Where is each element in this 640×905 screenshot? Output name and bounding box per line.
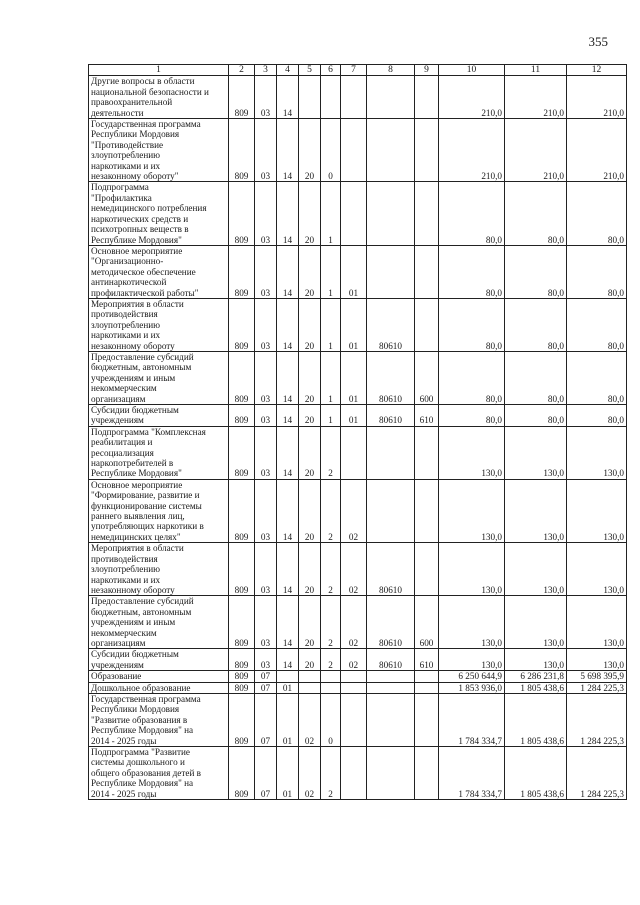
table-cell bbox=[367, 426, 415, 479]
row-name-cell: Государственная программа Республики Мордовия "Противодействие злоупотреблению наркотиками и их незаконному обороту" bbox=[89, 119, 229, 182]
table-cell: 0 bbox=[321, 693, 341, 746]
table-cell: 809 bbox=[229, 245, 255, 298]
table-cell: 20 bbox=[299, 649, 321, 671]
row-name-cell: Основное мероприятие "Организационно- методическое обеспечение антинаркотической профилактической работы" bbox=[89, 245, 229, 298]
table-cell: 809 bbox=[229, 298, 255, 351]
budget-table bbox=[88, 64, 627, 800]
table-cell bbox=[415, 747, 439, 800]
table-cell: 80,0 bbox=[505, 351, 567, 404]
table-cell: 5 698 395,9 bbox=[567, 671, 627, 682]
table-cell bbox=[415, 426, 439, 479]
table-cell: 2 bbox=[321, 543, 341, 596]
row-name-cell: Субсидии бюджетным учреждениям bbox=[89, 649, 229, 671]
table-body bbox=[89, 76, 627, 800]
table-cell: 809 bbox=[229, 649, 255, 671]
table-cell: 80,0 bbox=[439, 245, 505, 298]
table-cell: 14 bbox=[277, 298, 299, 351]
table-cell: 130,0 bbox=[567, 426, 627, 479]
table-cell: 1 784 334,7 bbox=[439, 747, 505, 800]
table-cell: 130,0 bbox=[439, 596, 505, 649]
table-cell: 2 bbox=[321, 426, 341, 479]
table-cell: 80610 bbox=[367, 596, 415, 649]
row-name-cell: Мероприятия в области противодействия злоупотреблению наркотиками и их незаконному обороту bbox=[89, 543, 229, 596]
table-row bbox=[89, 76, 627, 119]
table-row bbox=[89, 182, 627, 245]
table-cell: 03 bbox=[255, 119, 277, 182]
row-name-cell: Подпрограмма "Развитие системы дошкольного и общего образования детей в Республике Мордовия" на 2014 - 2025 годы bbox=[89, 747, 229, 800]
column-header-4: 4 bbox=[277, 65, 299, 76]
table-cell: 03 bbox=[255, 245, 277, 298]
table-cell bbox=[415, 682, 439, 693]
table-cell: 2 bbox=[321, 649, 341, 671]
table-cell bbox=[341, 671, 367, 682]
table-cell: 80,0 bbox=[505, 182, 567, 245]
table-cell bbox=[415, 671, 439, 682]
table-cell: 80,0 bbox=[439, 405, 505, 427]
table-cell: 14 bbox=[277, 245, 299, 298]
table-cell: 01 bbox=[277, 682, 299, 693]
table-cell bbox=[415, 182, 439, 245]
table-cell: 1 284 225,3 bbox=[567, 693, 627, 746]
table-cell: 07 bbox=[255, 671, 277, 682]
table-cell bbox=[367, 693, 415, 746]
column-header-9: 9 bbox=[415, 65, 439, 76]
table-cell: 130,0 bbox=[439, 426, 505, 479]
table-cell: 80610 bbox=[367, 298, 415, 351]
table-cell: 1 805 438,6 bbox=[505, 682, 567, 693]
row-name-cell: Подпрограмма "Комплексная реабилитация и ресоциализация наркопотребителей в Республике Мордовия" bbox=[89, 426, 229, 479]
table-cell: 20 bbox=[299, 351, 321, 404]
table-cell bbox=[415, 245, 439, 298]
row-name-cell: Основное мероприятие "Формирование, развитие и функционирование системы раннего выявления лиц, употребляющих наркотики в немедицинских целях" bbox=[89, 479, 229, 542]
table-cell: 809 bbox=[229, 119, 255, 182]
table-cell bbox=[341, 182, 367, 245]
table-row bbox=[89, 119, 627, 182]
row-name-cell: Подпрограмма "Профилактика немедицинского потребления наркотических средств и психотропных веществ в Республике Мордовия" bbox=[89, 182, 229, 245]
table-cell: 1 805 438,6 bbox=[505, 747, 567, 800]
table-cell: 02 bbox=[341, 479, 367, 542]
row-name-cell: Предоставление субсидий бюджетным, автономным учреждениям и иным некоммерческим организациям bbox=[89, 596, 229, 649]
table-cell: 1 bbox=[321, 298, 341, 351]
table-cell: 20 bbox=[299, 596, 321, 649]
table-cell: 600 bbox=[415, 351, 439, 404]
table-cell: 01 bbox=[341, 245, 367, 298]
table-cell: 14 bbox=[277, 351, 299, 404]
row-name-cell: Субсидии бюджетным учреждениям bbox=[89, 405, 229, 427]
column-header-12: 12 bbox=[567, 65, 627, 76]
table-cell: 210,0 bbox=[439, 119, 505, 182]
table-cell bbox=[341, 682, 367, 693]
table-cell bbox=[367, 682, 415, 693]
table-cell: 1 853 936,0 bbox=[439, 682, 505, 693]
column-header-1: 1 bbox=[89, 65, 229, 76]
table-cell: 809 bbox=[229, 543, 255, 596]
table-cell: 610 bbox=[415, 405, 439, 427]
table-cell bbox=[367, 671, 415, 682]
table-row bbox=[89, 298, 627, 351]
table-cell bbox=[321, 671, 341, 682]
table-cell: 1 805 438,6 bbox=[505, 693, 567, 746]
table-row bbox=[89, 479, 627, 542]
table-cell: 20 bbox=[299, 405, 321, 427]
table-cell bbox=[415, 76, 439, 119]
table-cell: 01 bbox=[341, 298, 367, 351]
table-cell: 02 bbox=[341, 543, 367, 596]
table-cell: 01 bbox=[277, 693, 299, 746]
column-header-8: 8 bbox=[367, 65, 415, 76]
table-cell: 03 bbox=[255, 649, 277, 671]
table-cell: 80,0 bbox=[567, 298, 627, 351]
column-header-10: 10 bbox=[439, 65, 505, 76]
table-cell: 2 bbox=[321, 479, 341, 542]
table-cell bbox=[299, 76, 321, 119]
table-cell bbox=[277, 671, 299, 682]
table-cell: 80,0 bbox=[567, 182, 627, 245]
table-cell: 210,0 bbox=[567, 119, 627, 182]
table-cell bbox=[341, 119, 367, 182]
table-row bbox=[89, 405, 627, 427]
table-cell bbox=[367, 182, 415, 245]
row-name-cell: Другие вопросы в области национальной безопасности и правоохранительной деятельности bbox=[89, 76, 229, 119]
table-cell: 14 bbox=[277, 479, 299, 542]
table-cell: 02 bbox=[299, 747, 321, 800]
table-row bbox=[89, 747, 627, 800]
table-cell: 20 bbox=[299, 119, 321, 182]
page-number: 355 bbox=[588, 34, 608, 49]
column-header-7: 7 bbox=[341, 65, 367, 76]
table-cell: 80,0 bbox=[439, 298, 505, 351]
table-cell: 130,0 bbox=[567, 596, 627, 649]
table-cell bbox=[415, 693, 439, 746]
table-cell: 1 bbox=[321, 351, 341, 404]
table-cell bbox=[367, 747, 415, 800]
column-header-6: 6 bbox=[321, 65, 341, 76]
table-cell: 130,0 bbox=[439, 543, 505, 596]
table-cell: 1 784 334,7 bbox=[439, 693, 505, 746]
table-header-row bbox=[89, 65, 627, 76]
table-cell: 02 bbox=[341, 649, 367, 671]
table-row bbox=[89, 596, 627, 649]
table-cell: 130,0 bbox=[505, 596, 567, 649]
table-cell: 6 250 644,9 bbox=[439, 671, 505, 682]
table-cell: 01 bbox=[341, 405, 367, 427]
column-header-5: 5 bbox=[299, 65, 321, 76]
table-cell: 20 bbox=[299, 245, 321, 298]
table-cell: 02 bbox=[341, 596, 367, 649]
table-cell: 6 286 231,8 bbox=[505, 671, 567, 682]
table-cell: 14 bbox=[277, 649, 299, 671]
table-cell: 809 bbox=[229, 596, 255, 649]
table-cell: 809 bbox=[229, 682, 255, 693]
table-cell: 130,0 bbox=[567, 543, 627, 596]
table-cell: 20 bbox=[299, 298, 321, 351]
table-cell bbox=[341, 747, 367, 800]
table-row bbox=[89, 351, 627, 404]
table-cell: 07 bbox=[255, 747, 277, 800]
table-cell bbox=[321, 76, 341, 119]
table-cell: 809 bbox=[229, 76, 255, 119]
table-cell bbox=[299, 682, 321, 693]
table-cell: 14 bbox=[277, 426, 299, 479]
table-cell: 03 bbox=[255, 405, 277, 427]
table-cell: 07 bbox=[255, 693, 277, 746]
table-cell: 03 bbox=[255, 182, 277, 245]
table-cell bbox=[415, 479, 439, 542]
table-cell: 210,0 bbox=[505, 76, 567, 119]
table-cell: 809 bbox=[229, 671, 255, 682]
table-row bbox=[89, 682, 627, 693]
row-name-cell: Образование bbox=[89, 671, 229, 682]
table-cell: 80610 bbox=[367, 649, 415, 671]
table-cell bbox=[367, 479, 415, 542]
table-cell: 20 bbox=[299, 479, 321, 542]
table-cell: 130,0 bbox=[505, 649, 567, 671]
table-cell: 1 284 225,3 bbox=[567, 747, 627, 800]
row-name-cell: Государственная программа Республики Мордовия "Развитие образования в Республике Мордовия" на 2014 - 2025 годы bbox=[89, 693, 229, 746]
table-cell: 80,0 bbox=[505, 245, 567, 298]
table-cell: 14 bbox=[277, 182, 299, 245]
table-cell: 03 bbox=[255, 479, 277, 542]
table-cell: 130,0 bbox=[567, 649, 627, 671]
table-cell: 03 bbox=[255, 351, 277, 404]
table-cell: 1 bbox=[321, 182, 341, 245]
table-cell bbox=[341, 693, 367, 746]
table-cell bbox=[367, 245, 415, 298]
table-cell: 210,0 bbox=[439, 76, 505, 119]
table-cell: 20 bbox=[299, 543, 321, 596]
table-cell: 809 bbox=[229, 693, 255, 746]
table-cell: 809 bbox=[229, 405, 255, 427]
table-cell: 14 bbox=[277, 76, 299, 119]
table-cell bbox=[415, 119, 439, 182]
table-cell: 03 bbox=[255, 76, 277, 119]
table-cell: 809 bbox=[229, 426, 255, 479]
table-cell: 14 bbox=[277, 405, 299, 427]
table-cell: 07 bbox=[255, 682, 277, 693]
table-cell: 2 bbox=[321, 747, 341, 800]
table-row bbox=[89, 649, 627, 671]
table-cell: 01 bbox=[341, 351, 367, 404]
table-cell: 80,0 bbox=[505, 405, 567, 427]
column-header-2: 2 bbox=[229, 65, 255, 76]
table-cell: 600 bbox=[415, 596, 439, 649]
table-cell: 80,0 bbox=[567, 245, 627, 298]
table-cell: 80610 bbox=[367, 543, 415, 596]
table-cell: 210,0 bbox=[505, 119, 567, 182]
table-cell bbox=[299, 671, 321, 682]
table-cell: 809 bbox=[229, 479, 255, 542]
table-row bbox=[89, 543, 627, 596]
table-cell: 14 bbox=[277, 543, 299, 596]
table-cell: 20 bbox=[299, 182, 321, 245]
table-cell bbox=[367, 76, 415, 119]
column-header-3: 3 bbox=[255, 65, 277, 76]
table-cell: 130,0 bbox=[439, 649, 505, 671]
table-cell: 1 bbox=[321, 405, 341, 427]
table-cell: 03 bbox=[255, 298, 277, 351]
table-cell: 130,0 bbox=[439, 479, 505, 542]
table-cell bbox=[341, 426, 367, 479]
table-cell: 80610 bbox=[367, 351, 415, 404]
table-cell bbox=[367, 119, 415, 182]
table-cell: 80,0 bbox=[567, 405, 627, 427]
table-row bbox=[89, 671, 627, 682]
table-cell: 80,0 bbox=[439, 351, 505, 404]
table-cell: 80,0 bbox=[439, 182, 505, 245]
table-cell: 01 bbox=[277, 747, 299, 800]
table-cell: 80,0 bbox=[567, 351, 627, 404]
table-cell: 14 bbox=[277, 596, 299, 649]
table-cell: 80610 bbox=[367, 405, 415, 427]
table-row bbox=[89, 245, 627, 298]
table-cell: 809 bbox=[229, 351, 255, 404]
row-name-cell: Предоставление субсидий бюджетным, автономным учреждениям и иным некоммерческим организациям bbox=[89, 351, 229, 404]
table-cell bbox=[415, 298, 439, 351]
table-cell: 03 bbox=[255, 543, 277, 596]
table-cell: 2 bbox=[321, 596, 341, 649]
table-cell: 1 bbox=[321, 245, 341, 298]
table-cell: 1 284 225,3 bbox=[567, 682, 627, 693]
table-cell bbox=[321, 682, 341, 693]
row-name-cell: Мероприятия в области противодействия злоупотреблению наркотиками и их незаконному обороту bbox=[89, 298, 229, 351]
table-cell: 80,0 bbox=[505, 298, 567, 351]
table-cell: 03 bbox=[255, 426, 277, 479]
table-cell: 130,0 bbox=[505, 479, 567, 542]
table-row bbox=[89, 693, 627, 746]
table-cell: 130,0 bbox=[505, 426, 567, 479]
table-cell: 809 bbox=[229, 182, 255, 245]
row-name-cell: Дошкольное образование bbox=[89, 682, 229, 693]
column-header-11: 11 bbox=[505, 65, 567, 76]
table-cell: 210,0 bbox=[567, 76, 627, 119]
table-cell bbox=[415, 543, 439, 596]
table-cell bbox=[341, 76, 367, 119]
table-cell: 20 bbox=[299, 426, 321, 479]
table-cell: 610 bbox=[415, 649, 439, 671]
table-cell: 02 bbox=[299, 693, 321, 746]
table-cell: 03 bbox=[255, 596, 277, 649]
table-cell: 809 bbox=[229, 747, 255, 800]
table-cell: 0 bbox=[321, 119, 341, 182]
table-cell: 130,0 bbox=[567, 479, 627, 542]
table-cell: 14 bbox=[277, 119, 299, 182]
table-row bbox=[89, 426, 627, 479]
table-cell: 130,0 bbox=[505, 543, 567, 596]
